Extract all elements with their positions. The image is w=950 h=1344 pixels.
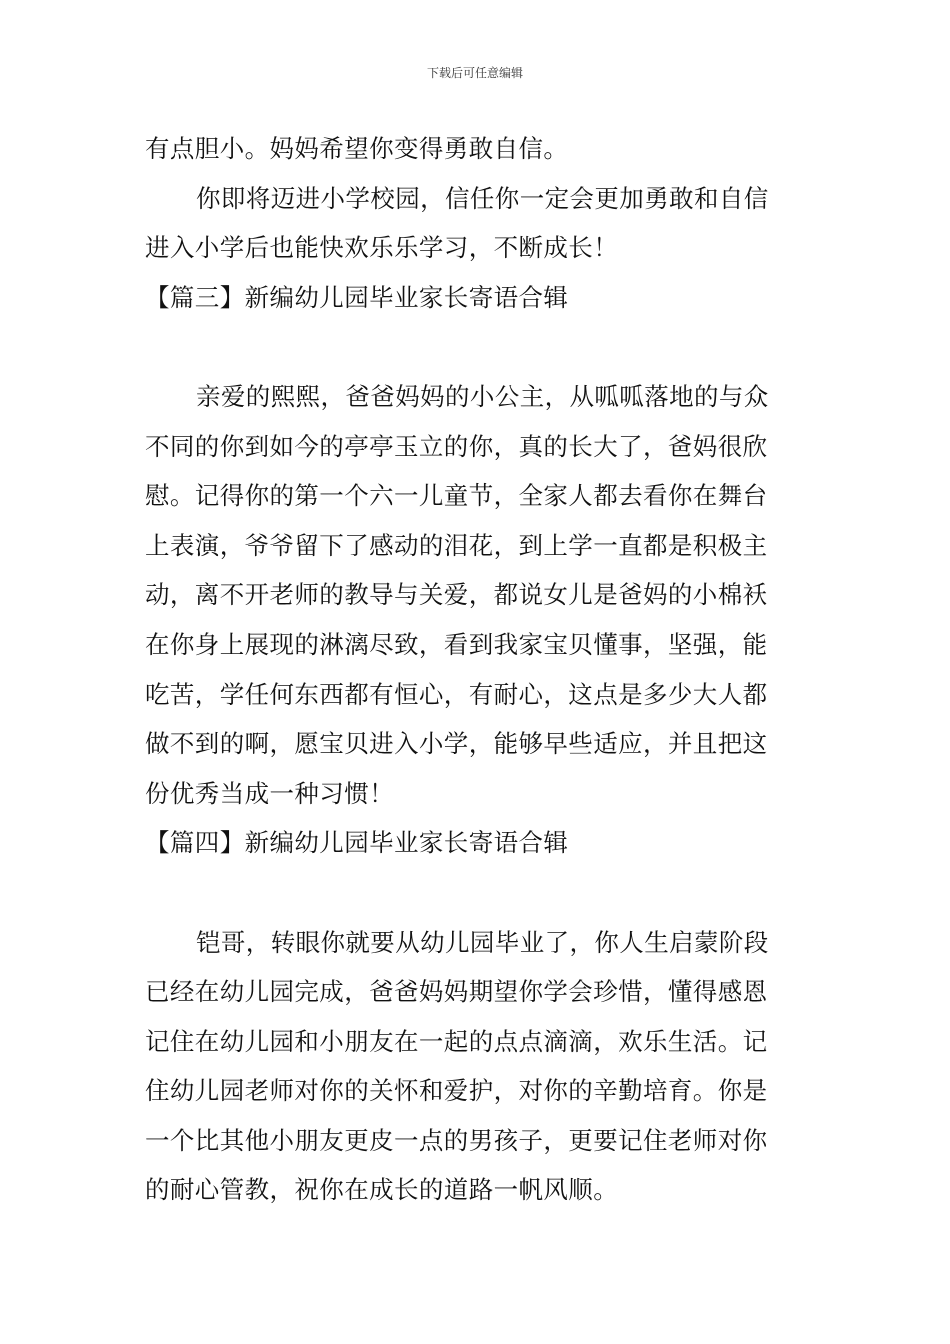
blank-line [145,322,807,372]
text-line: 有点胆小。妈妈希望你变得勇敢自信。 [145,134,569,163]
text-line: 做不到的啊，愿宝贝进入小学，能够早些适应，并且把这 [145,729,768,759]
text-line: 进入小学后也能快欢乐乐学习，不断成长！ [145,233,619,263]
text-line: 动，离不开老师的教导与关爱，都说女儿是爸妈的小棉袄 [145,580,768,610]
text-line: 份优秀当成一种习惯！ [145,778,394,808]
section-heading-4: 【篇四】新编幼儿园毕业家长寄语合辑 [145,828,569,858]
document-body [145,124,807,1215]
text-line: 在你身上展现的淋漓尽致，看到我家宝贝懂事，坚强，能 [145,629,768,659]
text-line: 已经在幼儿园完成，爸爸妈妈期望你学会珍惜，懂得感恩 [145,977,768,1007]
text-line: 记住在幼儿园和小朋友在一起的点点滴滴，欢乐生活。记 [145,1026,768,1056]
text-line: 上表演，爷爷留下了感动的泪花，到上学一直都是积极主 [145,530,768,560]
text-line: 慰。记得你的第一个六一儿童节，全家人都去看你在舞台 [145,481,768,511]
text-line: 不同的你到如今的亭亭玉立的你，真的长大了，爸妈很欣 [145,431,768,461]
page-header: 下载后可任意编辑 [426,66,523,80]
paragraph-start: 铠哥，转眼你就要从幼儿园毕业了，你人生启蒙阶段 [196,927,769,957]
paragraph-start: 亲爱的熙熙，爸爸妈妈的小公主，从呱呱落地的与众 [196,381,769,411]
paragraph-start: 你即将迈进小学校园，信任你一定会更加勇敢和自信 [196,183,769,213]
blank-line [145,868,807,918]
text-line: 的耐心管教，祝你在成长的道路一帆风顺。 [145,1175,619,1205]
text-line: 一个比其他小朋友更皮一点的男孩子，更要记住老师对你 [145,1125,768,1155]
section-heading-3: 【篇三】新编幼儿园毕业家长寄语合辑 [145,282,569,312]
text-line: 吃苦，学任何东西都有恒心，有耐心，这点是多少大人都 [145,679,768,709]
text-line: 住幼儿园老师对你的关怀和爱护，对你的辛勤培育。你是 [145,1076,768,1106]
